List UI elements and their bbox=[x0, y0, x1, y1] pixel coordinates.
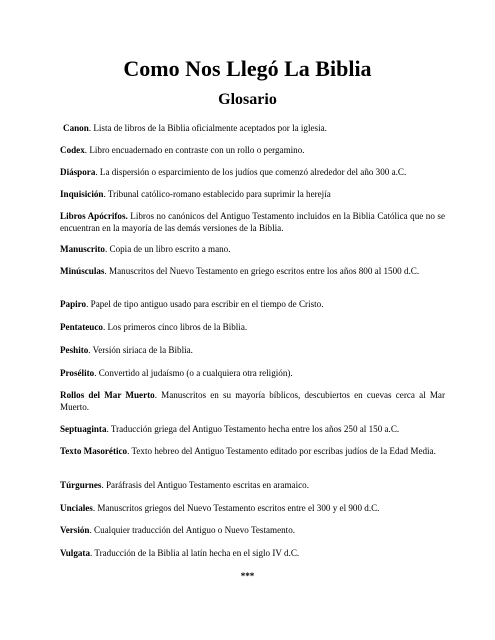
glossary-term: Túrgurnes bbox=[60, 480, 102, 490]
end-mark: *** bbox=[240, 571, 255, 581]
glossary-entry-unciales bbox=[60, 503, 445, 515]
glossary-term: Vulgata bbox=[60, 548, 90, 558]
glossary-entry-septuaginta bbox=[60, 424, 445, 436]
glossary-entry-inquisicion bbox=[60, 189, 445, 201]
glossary-entry-diaspora bbox=[60, 167, 445, 179]
glossary-definition: . Convertido al judaísmo (o a cualquiera otra religión). bbox=[94, 368, 293, 378]
glossary-entry-proselito bbox=[60, 368, 445, 380]
glossary-definition: . La dispersión o esparcimiento de los judíos que comenzó alrededor del año 300 a.C. bbox=[95, 167, 407, 177]
glossary-definition: . Texto hebreo del Antiguo Testamento editado por escribas judíos de la Edad Media. bbox=[127, 446, 436, 456]
page-title: Como Nos Llegó La Biblia bbox=[123, 56, 372, 81]
glossary-definition: . Manuscritos griegos del Nuevo Testamento escritos entre el 300 y el 900 d.C. bbox=[92, 503, 380, 513]
glossary-definition: . Copia de un libro escrito a mano. bbox=[104, 244, 231, 254]
glossary-definition: . Papel de tipo antiguo usado para escribir en el tiempo de Cristo. bbox=[86, 299, 324, 309]
glossary-definition: . Libro encuadernado en contraste con un rollo o pergamino. bbox=[84, 145, 305, 155]
glossary-entry-manuscrito bbox=[60, 244, 445, 256]
glossary-entry-turgurnes bbox=[60, 480, 445, 492]
section-title: Glosario bbox=[218, 91, 277, 108]
glossary-entry-vulgata bbox=[60, 548, 445, 560]
glossary-definition: Libros no canónicos del Antiguo Testamento incluidos en la Biblia Católica que no se encuentran en la mayoría de las demás versiones de la Biblia. bbox=[60, 211, 445, 233]
glossary-term: Pentateuco bbox=[60, 322, 103, 332]
glossary-term: Canon bbox=[63, 123, 89, 133]
glossary-term: Peshito bbox=[60, 345, 89, 355]
glossary-definition: . Paráfrasis del Antiguo Testamento escritas en aramaico. bbox=[101, 480, 309, 490]
glossary-entry-peshito bbox=[60, 345, 445, 357]
glossary-entry-libros-apocrifos bbox=[60, 211, 445, 234]
glossary-term: Versión bbox=[60, 525, 90, 535]
glossary-term: Codex bbox=[60, 145, 85, 155]
glossary-definition: . Versión siriaca de la Biblia. bbox=[88, 345, 193, 355]
glossary-definition: . Traducción de la Biblia al latín hecha en el siglo IV d.C. bbox=[90, 548, 300, 558]
glossary-term: Septuaginta bbox=[60, 424, 107, 434]
glossary-entry-canon bbox=[63, 123, 448, 135]
glossary-term: Texto Masorético bbox=[60, 446, 128, 456]
glossary-term: Minúsculas bbox=[60, 266, 105, 276]
glossary-entry-rollos-del-mar-muerto bbox=[60, 390, 445, 413]
glossary-definition: . Los primeros cinco libros de la Biblia. bbox=[102, 322, 248, 332]
glossary-entry-minusculas bbox=[60, 266, 445, 278]
glossary-entry-pentateuco bbox=[60, 322, 445, 334]
glossary-term: Unciales bbox=[60, 503, 93, 513]
glossary-entry-version bbox=[60, 525, 445, 537]
glossary-term: Inquisición bbox=[60, 189, 104, 199]
glossary-entry-codex bbox=[60, 145, 445, 157]
glossary-entry-texto-masoretico bbox=[60, 446, 445, 458]
glossary-definition: . Lista de libros de la Biblia oficialmente aceptados por la iglesia. bbox=[88, 123, 327, 133]
glossary-term: Manuscrito bbox=[60, 244, 105, 254]
glossary-definition: . Traducción griega del Antiguo Testamento hecha entre los años 250 al 150 a.C. bbox=[106, 424, 400, 434]
glossary-definition: . Tribunal católico-romano establecido para suprimir la herejía bbox=[103, 189, 331, 199]
glossary-term: Diáspora bbox=[60, 167, 96, 177]
glossary-term: Prosélito bbox=[60, 368, 95, 378]
glossary-definition: . Manuscritos del Nuevo Testamento en griego escritos entre los años 800 al 1500 d.C. bbox=[104, 266, 420, 276]
glossary-term: Rollos del Mar Muerto bbox=[60, 390, 155, 400]
glossary-definition: . Cualquier traducción del Antiguo o Nuevo Testamento. bbox=[89, 525, 296, 535]
glossary-term: Libros Apócrifos. bbox=[60, 211, 128, 221]
glossary-definition: . Manuscritos en su mayoría bíblicos, descubiertos en cuevas cerca al Mar Muerto. bbox=[60, 390, 445, 412]
glossary-term: Papiro bbox=[60, 299, 87, 309]
glossary-entry-papiro bbox=[60, 299, 445, 311]
